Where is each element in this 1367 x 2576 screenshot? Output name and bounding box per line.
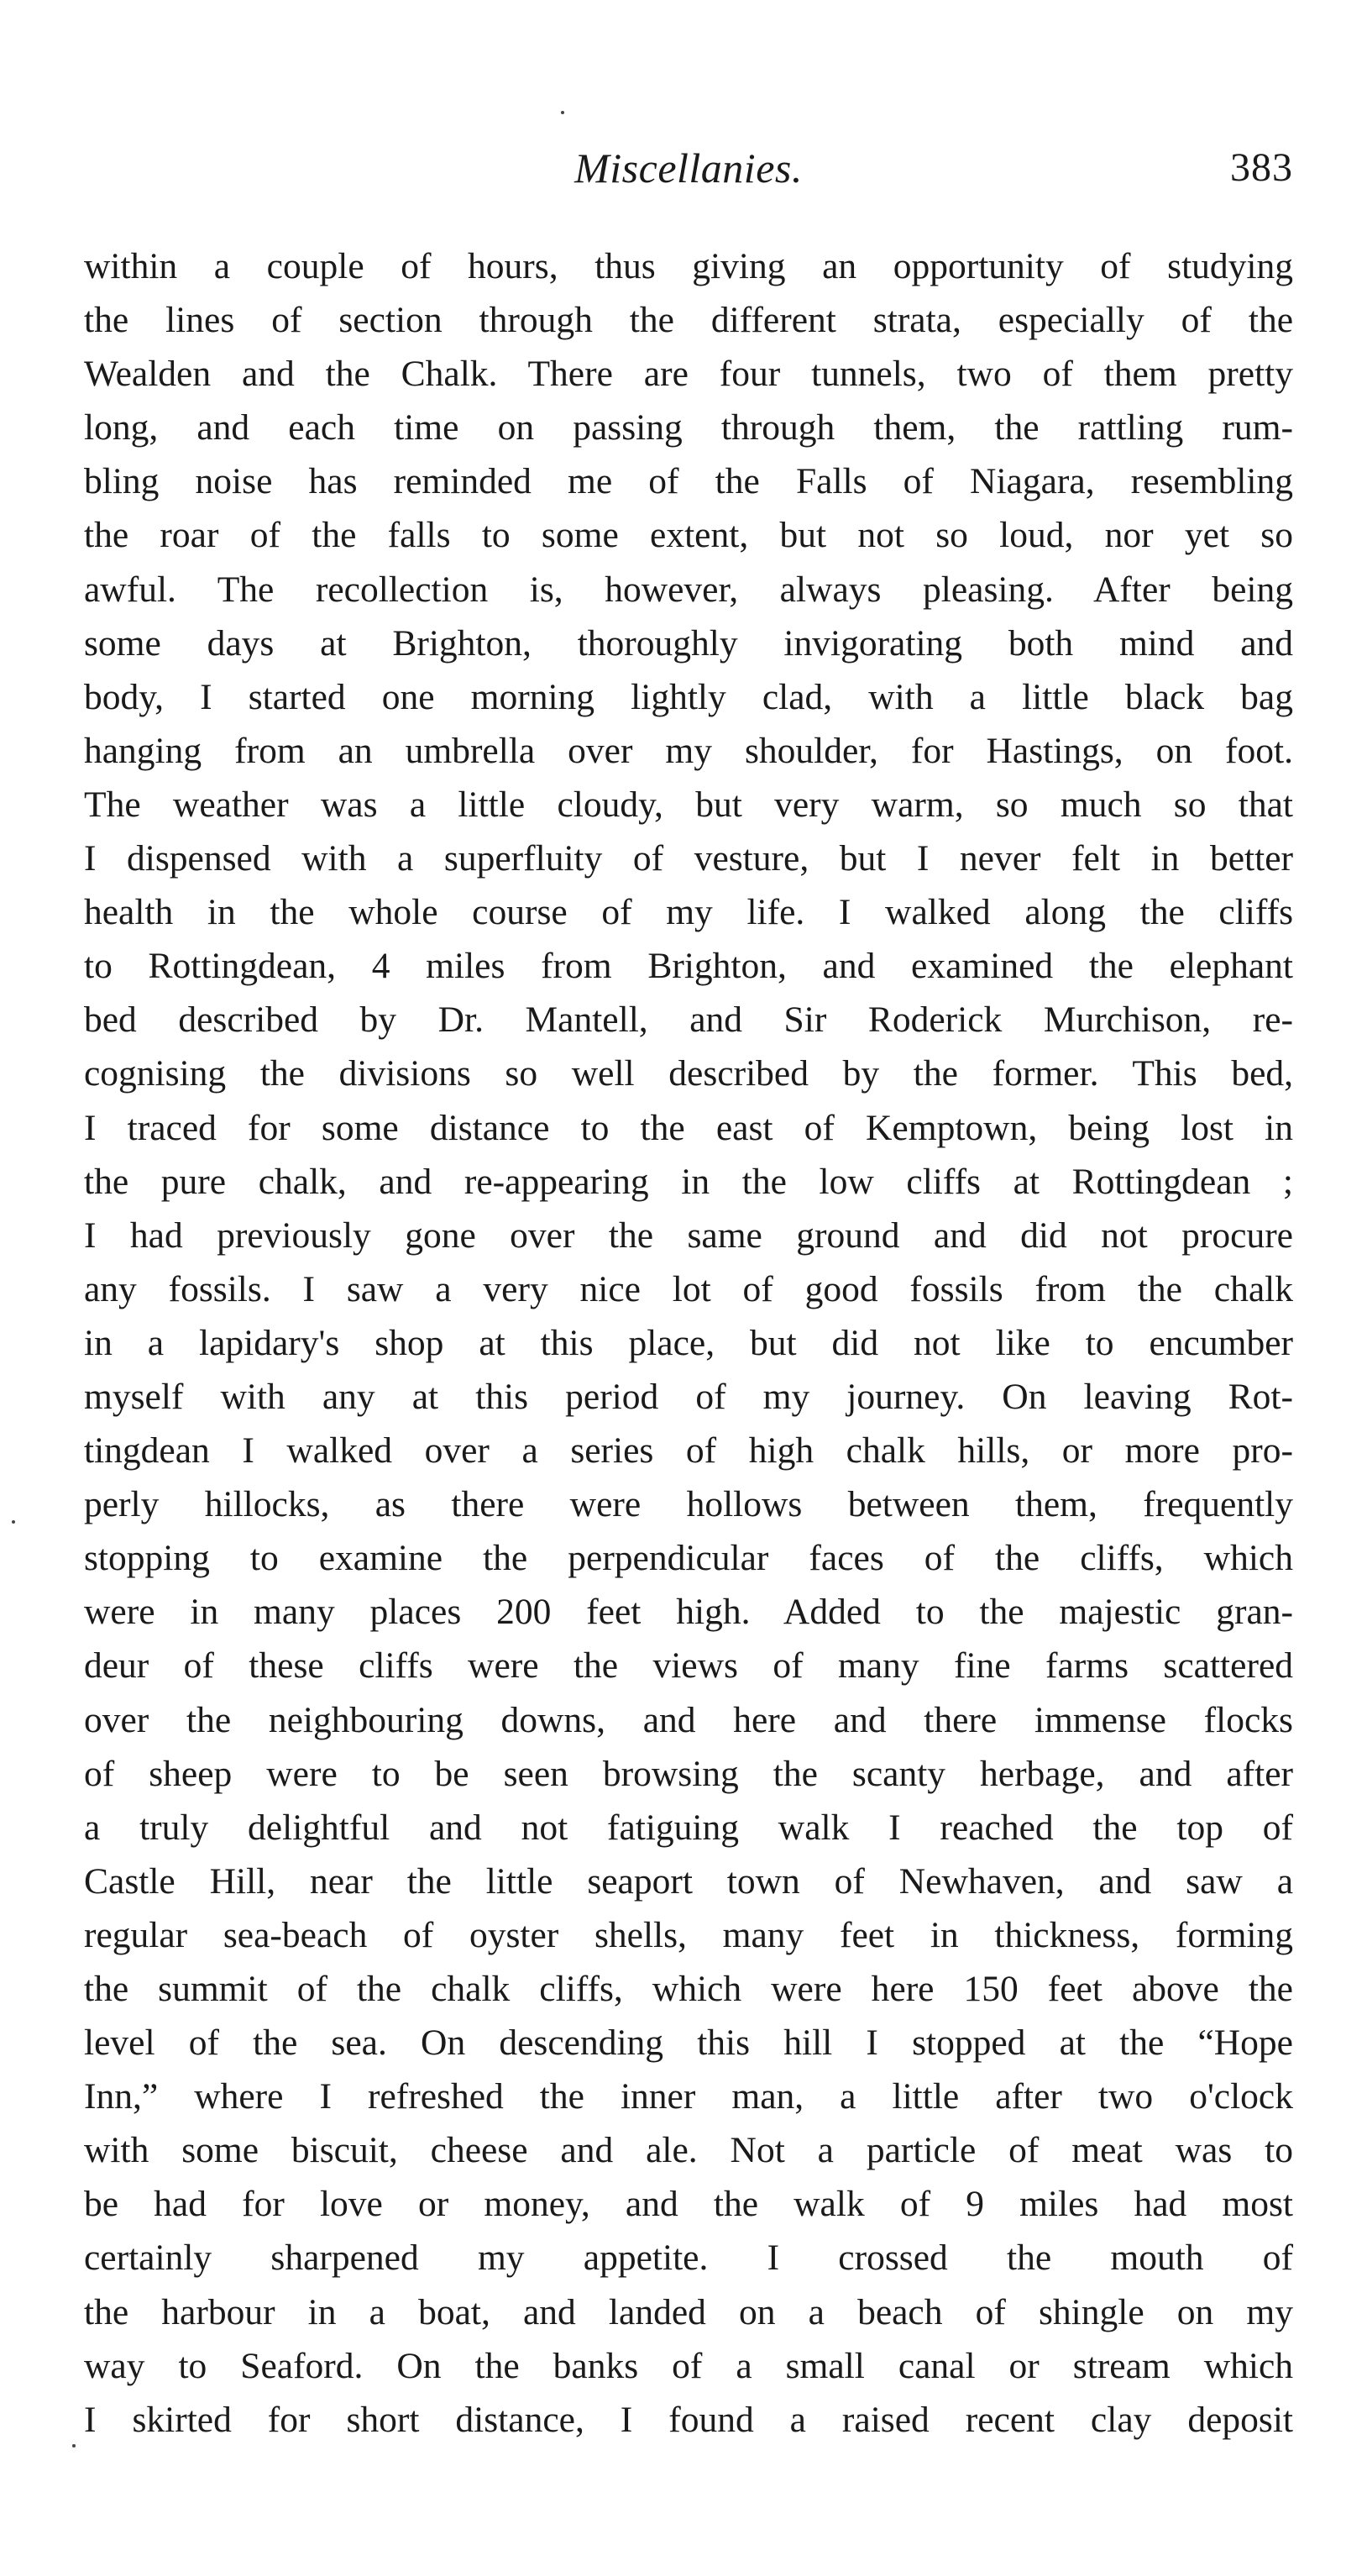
text-line: certainly sharpened my appetite. I crossed the mouth of	[84, 2238, 1293, 2279]
text-line: of sheep were to be seen browsing the scanty herbage, and after	[84, 1753, 1293, 1794]
text-line: I traced for some distance to the east of Kemptown, being lost in	[84, 1107, 1293, 1148]
print-speck	[561, 111, 564, 114]
text-line: deur of these cliffs were the views of many fine farms scattered	[84, 1645, 1293, 1687]
text-line: Inn,” where I refreshed the inner man, a little after two o'clock	[84, 2076, 1293, 2117]
text-line: were in many places 200 feet high. Added to the majestic gran-	[84, 1592, 1293, 1633]
running-title: Miscellanies.	[574, 144, 803, 191]
text-line: stopping to examine the perpendicular faces of the cliffs, which	[84, 1538, 1293, 1579]
text-line: some days at Brighton, thoroughly invigorating both mind and	[84, 622, 1293, 664]
page-number: 383	[1230, 145, 1293, 190]
body-text	[84, 239, 1293, 2447]
text-line: be had for love or money, and the walk of 9 miles had most	[84, 2184, 1293, 2225]
text-line: tingdean I walked over a series of high chalk hills, or more pro-	[84, 1430, 1293, 1472]
text-line: the harbour in a boat, and landed on a beach of shingle on my	[84, 2291, 1293, 2332]
text-line: I dispensed with a superfluity of vesture, but I never felt in better	[84, 838, 1293, 879]
text-line: level of the sea. On descending this hill I stopped at the “Hope	[84, 2023, 1293, 2064]
text-line: awful. The recollection is, however, always pleasing. After being	[84, 569, 1293, 610]
text-line: Wealden and the Chalk. There are four tunnels, two of them pretty	[84, 354, 1293, 395]
text-line: The weather was a little cloudy, but very warm, so much so that	[84, 784, 1293, 825]
text-line: bling noise has reminded me of the Falls of Niagara, resembling	[84, 461, 1293, 502]
text-line: the roar of the falls to some extent, but not so loud, nor yet so	[84, 515, 1293, 556]
print-speck	[12, 1520, 15, 1524]
text-line: Castle Hill, near the little seaport town of Newhaven, and saw a	[84, 1860, 1293, 1902]
text-line: perly hillocks, as there were hollows between them, frequently	[84, 1484, 1293, 1525]
page-header	[84, 134, 1293, 202]
text-line: hanging from an umbrella over my shoulder, for Hastings, on foot.	[84, 730, 1293, 771]
text-line: I had previously gone over the same ground and did not procure	[84, 1215, 1293, 1256]
text-line: the pure chalk, and re-appearing in the low cliffs at Rottingdean ;	[84, 1161, 1293, 1202]
text-line: way to Seaford. On the banks of a small canal or stream which	[84, 2345, 1293, 2386]
text-line: I skirted for short distance, I found a raised recent clay deposit	[84, 2399, 1293, 2440]
text-line: cognising the divisions so well described by the former. This bed,	[84, 1053, 1293, 1094]
text-line: myself with any at this period of my journey. On leaving Rot-	[84, 1376, 1293, 1417]
text-line: regular sea-beach of oyster shells, many feet in thickness, forming	[84, 1914, 1293, 1955]
text-line: bed described by Dr. Mantell, and Sir Roderick Murchison, re-	[84, 999, 1293, 1041]
text-line: with some biscuit, cheese and ale. Not a particle of meat was to	[84, 2130, 1293, 2171]
text-line: over the neighbouring downs, and here and there immense flocks	[84, 1699, 1293, 1740]
text-line: health in the whole course of my life. I walked along the cliffs	[84, 892, 1293, 933]
text-line: within a couple of hours, thus giving an opportunity of studying	[84, 246, 1293, 286]
text-line: to Rottingdean, 4 miles from Brighton, and examined the elephant	[84, 946, 1293, 987]
text-line: any fossils. I saw a very nice lot of good fossils from the chalk	[84, 1268, 1293, 1309]
text-line: a truly delightful and not fatiguing walk I reached the top of	[84, 1807, 1293, 1848]
text-line: the summit of the chalk cliffs, which were here 150 feet above the	[84, 1969, 1293, 2009]
print-speck	[72, 2444, 76, 2447]
text-line: in a lapidary's shop at this place, but did not like to encumber	[84, 1322, 1293, 1363]
text-line: long, and each time on passing through them, the rattling rum-	[84, 407, 1293, 449]
text-line: body, I started one morning lightly clad, with a little black bag	[84, 676, 1293, 717]
text-line: the lines of section through the different strata, especially of the	[84, 300, 1293, 341]
